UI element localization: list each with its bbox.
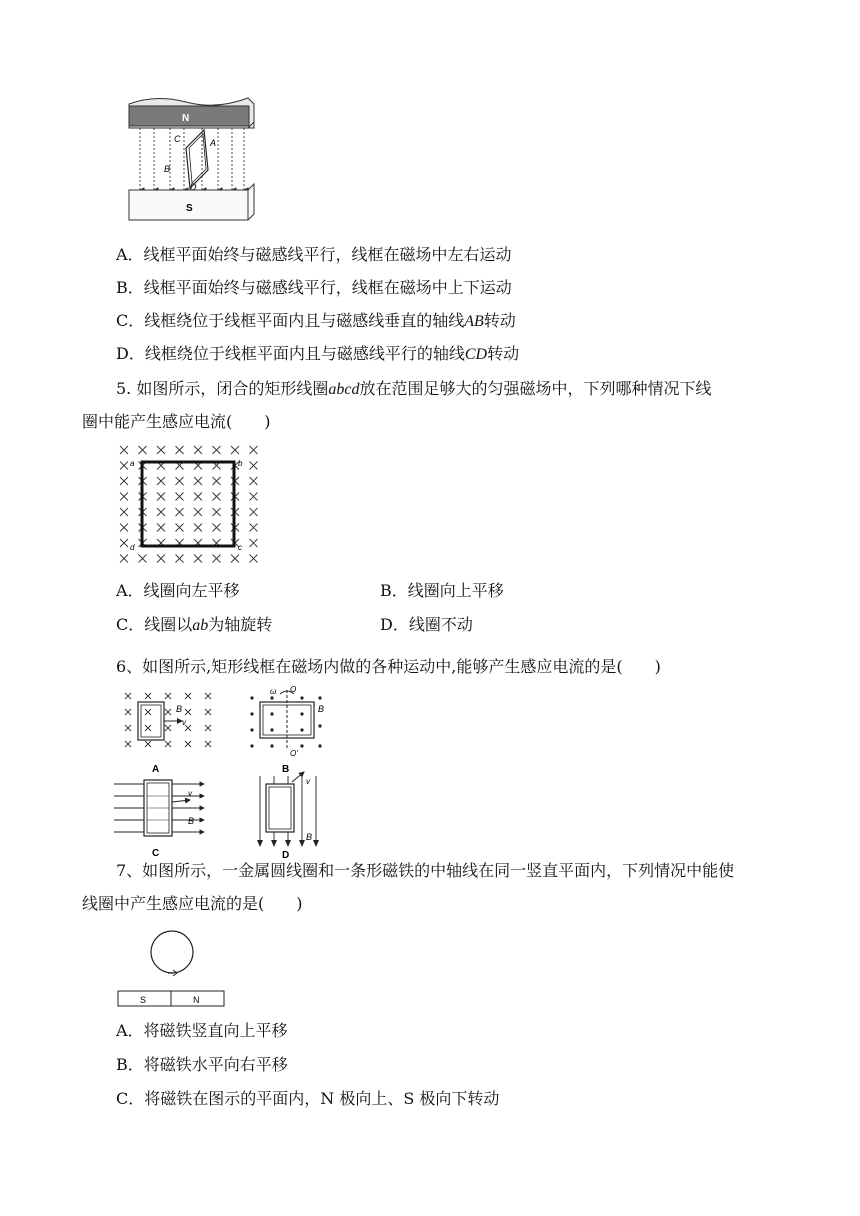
- fig-a-label: A: [152, 764, 160, 775]
- cross-mark: [125, 725, 131, 731]
- cross-mark: [145, 725, 151, 731]
- loop-label-c: C: [174, 134, 181, 144]
- cross-mark: [145, 741, 151, 747]
- cross-mark: [165, 709, 171, 715]
- cross-mark: [145, 709, 151, 715]
- ring-magnet-figure: [116, 928, 228, 1010]
- dot-mark: [270, 696, 273, 699]
- cross-mark: [213, 493, 221, 501]
- cross-mark: [125, 709, 131, 715]
- cross-mark: [157, 555, 165, 563]
- cross-mark: [185, 741, 191, 747]
- cross-mark: [250, 462, 258, 470]
- cross-mark: [231, 446, 239, 454]
- cross-mark: [120, 462, 128, 470]
- cross-mark: [213, 508, 221, 516]
- north-pole-label: N: [182, 113, 190, 124]
- cross-mark: [176, 555, 184, 563]
- cross-mark: [120, 477, 128, 485]
- corner-label-d: d: [130, 543, 135, 552]
- loop-label-a: A: [210, 138, 217, 148]
- cross-mark: [213, 477, 221, 485]
- q7-stem-line1: 7、如图所示，一金属圆线圈和一条形磁铁的中轴线在同一竖直平面内，下列情况中能使: [116, 861, 735, 880]
- dot-mark: [318, 724, 321, 727]
- cross-mark: [185, 709, 191, 715]
- svg-text:ω: ω: [270, 687, 277, 696]
- corner-label-b: b: [238, 459, 243, 468]
- cross-mark: [157, 477, 165, 485]
- q4-option-b: B．线框平面始终与磁感线平行，线框在磁场中上下运动: [116, 278, 512, 297]
- cross-mark: [120, 446, 128, 454]
- cross-mark: [194, 524, 202, 532]
- dot-mark: [250, 696, 253, 699]
- coil-in-field-figure: [114, 440, 264, 568]
- cross-mark: [157, 524, 165, 532]
- q6-stem: 6、如图所示,矩形线框在磁场内做的各种运动中,能够产生感应电流的是( ): [116, 657, 661, 676]
- svg-text:B: B: [318, 704, 325, 714]
- cross-mark: [120, 539, 128, 547]
- cross-mark: [194, 446, 202, 454]
- svg-text:v: v: [182, 718, 186, 727]
- dot-mark: [270, 744, 273, 747]
- q4-option-c: C．线框绕位于线框平面内且与磁感线垂直的轴线AB转动: [116, 311, 516, 330]
- cross-mark: [213, 555, 221, 563]
- dot-mark: [300, 728, 303, 731]
- cross-mark: [176, 493, 184, 501]
- cross-mark: [250, 539, 258, 547]
- cross-mark: [205, 709, 211, 715]
- dot-mark: [250, 744, 253, 747]
- svg-text:O: O: [290, 685, 297, 694]
- q5-option-c: C．线圈以ab为轴旋转: [116, 615, 273, 634]
- cross-mark: [139, 555, 147, 563]
- svg-text:B: B: [188, 816, 195, 826]
- corner-label-c: c: [238, 543, 242, 552]
- cross-mark: [176, 477, 184, 485]
- loop-label-d: D: [190, 182, 197, 192]
- q5-option-b: B．线圈向上平移: [380, 581, 504, 600]
- south-pole-label: S: [186, 203, 193, 214]
- cross-mark: [194, 493, 202, 501]
- cross-mark: [139, 446, 147, 454]
- cross-mark: [194, 477, 202, 485]
- cross-mark: [120, 493, 128, 501]
- cross-mark: [194, 508, 202, 516]
- cross-mark: [194, 555, 202, 563]
- fig-d-label: D: [282, 850, 290, 860]
- cross-mark: [165, 741, 171, 747]
- cross-mark: [205, 741, 211, 747]
- frame-motion-figures: [112, 684, 342, 860]
- dot-mark: [300, 744, 303, 747]
- q7-option-c: C．将磁铁在图示的平面内，N 极向上、S 极向下转动: [116, 1089, 500, 1108]
- q7-option-a: A．将磁铁竖直向上平移: [116, 1021, 288, 1040]
- dot-mark: [270, 712, 273, 715]
- cross-mark: [250, 477, 258, 485]
- q5-option-d: D．线圈不动: [380, 615, 473, 634]
- cross-mark: [185, 693, 191, 699]
- coil-rectangle: [142, 462, 234, 546]
- cross-mark: [250, 524, 258, 532]
- cross-mark: [250, 446, 258, 454]
- q7-option-b: B．将磁铁水平向右平移: [116, 1055, 288, 1074]
- cross-mark: [250, 493, 258, 501]
- dot-mark: [318, 696, 321, 699]
- cross-mark: [125, 741, 131, 747]
- dot-mark: [300, 712, 303, 715]
- cross-mark: [205, 693, 211, 699]
- magnet-loop-figure: [126, 90, 258, 226]
- cross-mark: [157, 493, 165, 501]
- cross-mark: [250, 508, 258, 516]
- cross-mark: [205, 725, 211, 731]
- dot-mark: [250, 712, 253, 715]
- magnet-s-label: S: [140, 995, 147, 1005]
- cross-mark: [145, 693, 151, 699]
- magnet-n-label: N: [193, 995, 200, 1005]
- q5-stem-line2: 圈中能产生感应电流( ): [82, 412, 271, 431]
- q7-stem-line2: 线圈中产生感应电流的是( ): [82, 894, 303, 913]
- svg-text:O′: O′: [290, 749, 298, 758]
- fig-c-label: C: [152, 848, 160, 859]
- cross-mark: [176, 508, 184, 516]
- dot-mark: [300, 696, 303, 699]
- cross-mark: [176, 446, 184, 454]
- q4-option-a: A．线框平面始终与磁感线平行，线框在磁场中左右运动: [116, 245, 512, 264]
- q5-stem-line1: 5. 如图所示，闭合的矩形线圈abcd放在范围足够大的匀强磁场中，下列哪种情况下线: [116, 379, 712, 398]
- q4-option-d: D．线框绕位于线框平面内且与磁感线平行的轴线CD转动: [116, 344, 520, 363]
- loop-label-b: B: [164, 164, 171, 174]
- cross-mark: [250, 555, 258, 563]
- dot-mark: [318, 744, 321, 747]
- cross-mark: [231, 555, 239, 563]
- svg-text:B: B: [176, 704, 183, 714]
- dot-mark: [270, 728, 273, 731]
- cross-mark: [157, 508, 165, 516]
- q5-option-a: A．线圈向左平移: [116, 581, 240, 600]
- svg-text:v: v: [306, 777, 310, 786]
- cross-mark: [165, 725, 171, 731]
- svg-text:B: B: [306, 832, 313, 842]
- corner-label-a: a: [130, 459, 135, 468]
- cross-mark: [125, 693, 131, 699]
- fig-b-label: B: [282, 764, 290, 775]
- cross-mark: [176, 524, 184, 532]
- cross-mark: [120, 555, 128, 563]
- cross-mark: [213, 446, 221, 454]
- cross-mark: [157, 446, 165, 454]
- dot-mark: [250, 728, 253, 731]
- cross-mark: [120, 524, 128, 532]
- cross-mark: [120, 508, 128, 516]
- cross-mark: [213, 524, 221, 532]
- svg-text:v: v: [188, 789, 192, 798]
- cross-mark: [165, 693, 171, 699]
